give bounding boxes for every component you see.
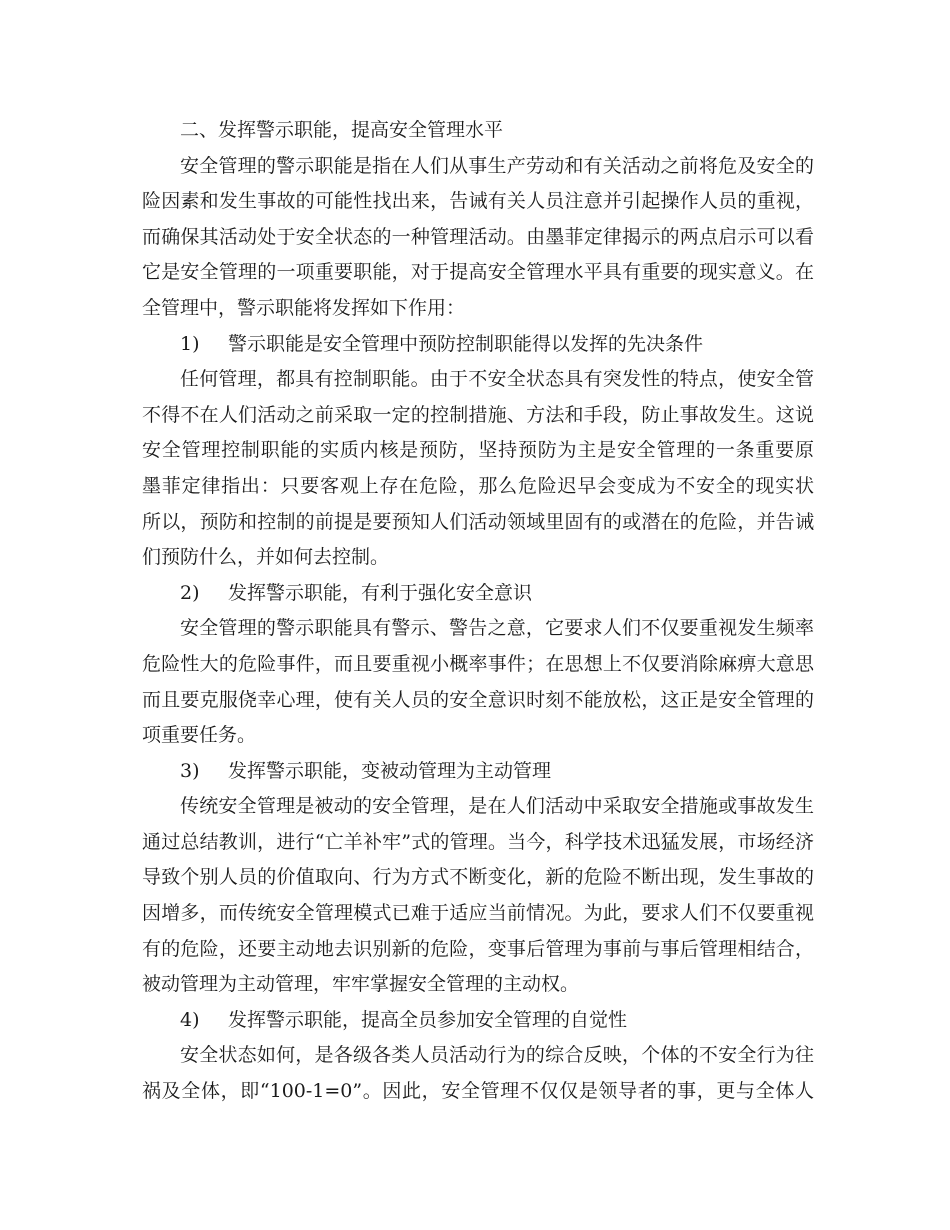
paragraph-line: 安全管理的警示职能具有警示、警告之意，它要求人们不仅要重视发生频率 — [180, 617, 814, 640]
numbered-item — [142, 1003, 814, 1039]
paragraph-line: 危险性大的危险事件，而且要重视小概率事件；在思想上不仅要消除麻痹大意思 — [142, 652, 814, 675]
section-heading — [142, 113, 814, 149]
paragraph-line: 安全管理的警示职能是指在人们从事生产劳动和有关活动之前将危及安全的 — [180, 154, 814, 177]
paragraph-line: 而确保其活动处于安全状态的一种管理活动。由墨菲定律揭示的两点启示可以看 — [142, 225, 814, 248]
item-title: 警示职能是安全管理中预防控制职能得以发挥的先决条件 — [228, 332, 704, 355]
document-body — [142, 113, 814, 1110]
paragraph-line: 它是安全管理的一项重要职能，对于提高安全管理水平具有重要的现实意义。在 — [142, 261, 814, 284]
paragraph-line: 安全管理控制职能的实质内核是预防，坚持预防为主是安全管理的一条重要原 — [142, 439, 814, 462]
paragraph-line: 项重要任务。 — [142, 724, 257, 747]
paragraph-line: 因增多，而传统安全管理模式已难于适应当前情况。为此，要求人们不仅要重视 — [142, 902, 814, 925]
paragraph-line: 所以，预防和控制的前提是要预知人们活动领域里固有的或潜在的危险，并告诫 — [142, 510, 814, 533]
paragraph-line: 险因素和发生事故的可能性找出来，告诫有关人员注意并引起操作人员的重视， — [142, 190, 814, 213]
paragraph-line: 祸及全体，即“100-1=0”。因此，安全管理不仅仅是领导者的事，更与全体人 — [142, 1080, 814, 1103]
paragraph-line: 们预防什么，并如何去控制。 — [142, 546, 390, 569]
numbered-item — [142, 754, 814, 790]
paragraph-line: 被动管理为主动管理，牢牢掌握安全管理的主动权。 — [142, 973, 580, 996]
paragraph-line: 而且要克服侥幸心理，使有关人员的安全意识时刻不能放松，这正是安全管理的 — [142, 688, 814, 711]
paragraph-line: 不得不在人们活动之前采取一定的控制措施、方法和手段，防止事故发生。这说 — [142, 403, 814, 426]
paragraph-line: 导致个别人员的价值取向、行为方式不断变化，新的危险不断出现，发生事故的 — [142, 866, 814, 889]
paragraph-line: 墨菲定律指出：只要客观上存在危险，那么危险迟早会变成为不安全的现实状 — [142, 474, 814, 497]
item-number: 1) — [180, 332, 200, 355]
item-title: 发挥警示职能，提高全员参加安全管理的自觉性 — [228, 1008, 628, 1031]
item-number: 2) — [180, 581, 200, 604]
paragraph-line: 安全状态如何，是各级各类人员活动行为的综合反映，个体的不安全行为往 — [180, 1044, 814, 1067]
paragraph-line: 有的危险，还要主动地去识别新的危险，变事后管理为事前与事后管理相结合， — [142, 937, 814, 960]
paragraph-line: 传统安全管理是被动的安全管理，是在人们活动中采取安全措施或事故发生 — [180, 795, 814, 818]
paragraph-line: 通过总结教训，进行“亡羊补牢”式的管理。当今，科学技术迅猛发展，市场经济 — [142, 830, 814, 853]
item-number: 4) — [180, 1008, 200, 1031]
item-number: 3) — [180, 759, 200, 782]
numbered-item — [142, 327, 814, 363]
item-title: 发挥警示职能，有利于强化安全意识 — [228, 581, 533, 604]
paragraph-line: 全管理中，警示职能将发挥如下作用： — [142, 296, 466, 319]
paragraph-line: 任何管理，都具有控制职能。由于不安全状态具有突发性的特点，使安全管 — [180, 368, 814, 391]
numbered-item — [142, 576, 814, 612]
item-title: 发挥警示职能，变被动管理为主动管理 — [228, 759, 552, 782]
section-heading-text: 二、发挥警示职能，提高安全管理水平 — [180, 119, 504, 141]
